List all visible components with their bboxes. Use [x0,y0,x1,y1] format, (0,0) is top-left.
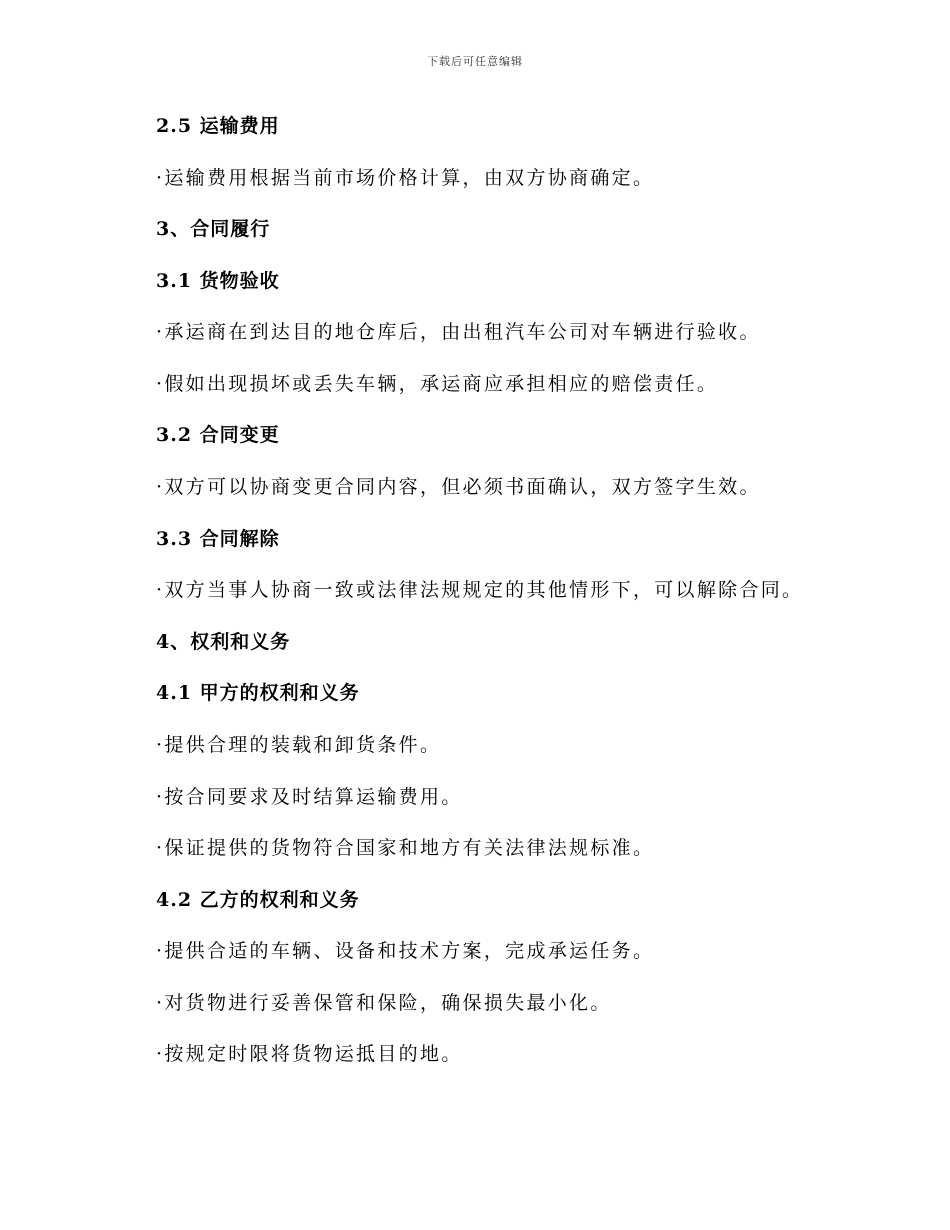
section-heading-2-5: 2.5 运输费用 [156,115,280,137]
bullet-item: ·假如出现损坏或丢失车辆，承运商应承担相应的赔偿责任。 [156,373,719,395]
bullet-item: ·承运商在到达目的地仓库后，由出租汽车公司对车辆进行验收。 [156,321,761,343]
section-heading-4-1: 4.1 甲方的权利和义务 [156,682,360,704]
bullet-item: ·提供合理的装载和卸货条件。 [156,734,442,756]
bullet-item: ·提供合适的车辆、设备和技术方案，完成承运任务。 [156,940,655,962]
bullet-item: ·对货物进行妥善保管和保险，确保损失最小化。 [156,992,612,1014]
section-heading-3-3: 3.3 合同解除 [156,528,280,550]
bullet-item: ·运输费用根据当前市场价格计算，由双方协商确定。 [156,167,655,189]
bullet-item: ·保证提供的货物符合国家和地方有关法律法规标准。 [156,837,655,859]
section-heading-3: 3、合同履行 [156,218,271,240]
bullet-item: ·双方当事人协商一致或法律法规规定的其他情形下，可以解除合同。 [156,579,804,601]
section-heading-3-2: 3.2 合同变更 [156,424,280,446]
section-heading-3-1: 3.1 货物验收 [156,270,280,292]
page-header-note: 下载后可任意编辑 [427,55,523,68]
section-heading-4: 4、权利和义务 [156,631,291,653]
bullet-item: ·按合同要求及时结算运输费用。 [156,786,463,808]
bullet-item: ·双方可以协商变更合同内容，但必须书面确认，双方签字生效。 [156,476,761,498]
bullet-item: ·按规定时限将货物运抵目的地。 [156,1043,463,1065]
section-heading-4-2: 4.2 乙方的权利和义务 [156,889,360,911]
